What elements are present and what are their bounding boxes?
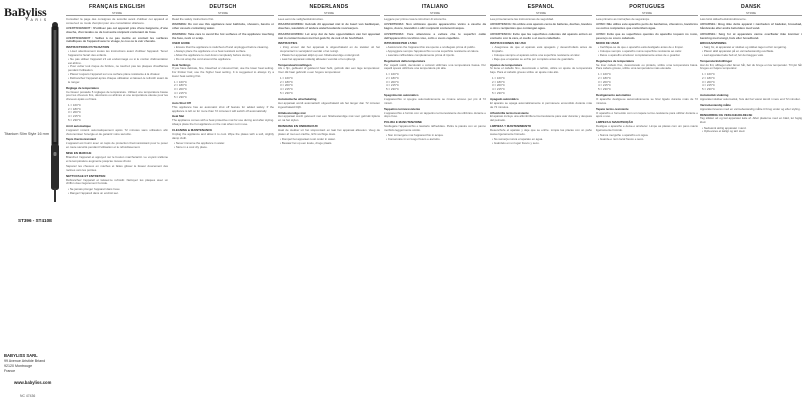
paragraph: Unplug the appliance and allow it to cool. Wipe the plates with a soft, slightly damp cloth. <box>172 131 274 140</box>
temperature-setting: 4 = 215°C <box>280 87 293 92</box>
bullet-item: • Placér altid apparatet på en varmebestandig overflade. <box>700 50 802 54</box>
paragraph: ADVARSEL: Brug ikke dette apparat i nærheden af badekar, brusebad, håndvaske eller andre beholdere med vand. <box>700 22 802 31</box>
section-heading: Tappetino termoresistente <box>384 106 421 111</box>
bullet-item: • No sumerja nunca el aparato en agua. <box>490 138 592 142</box>
bullet-item: • Deje que el aparato se enfríe por completo antes de guardarlo. <box>490 58 592 62</box>
temperature-setting: 3 = 200°C <box>492 83 505 88</box>
column-heading: ITALIANO <box>421 4 449 10</box>
section-heading: INSTRUCTIES <box>278 41 298 46</box>
bullet-item: • Coloque sempre o aparelho numa superfície resistente ao calor. <box>596 50 698 54</box>
logo-wordmark: BaByliss <box>4 5 47 19</box>
column-body <box>700 18 802 134</box>
temperature-setting: 5 = 230°C <box>598 87 611 92</box>
temperature-setting: 5 = 230°C <box>174 94 187 99</box>
paragraph: AVVERTENZA: Non utilizzare questo apparecchio vicino a vasche da bagno, docce, lavandini o altri recipienti contenenti acqua. <box>384 22 486 31</box>
column-heading: NEDERLANDS <box>309 4 349 10</box>
column-dansk <box>700 4 802 404</box>
temperature-setting: 4 = 215°C <box>174 91 187 96</box>
temperature-setting: 3 = 200°C <box>598 79 611 84</box>
section-heading: Regolazioni della temperatura <box>384 58 426 63</box>
column-model: ST396E <box>66 11 168 16</box>
bullet-item: • Rangez l'appareil dans un endroit sec. <box>66 192 168 196</box>
paragraph: Leia primeiro as instruções de segurança. <box>596 17 650 21</box>
column-model: ST396E <box>172 11 274 16</box>
section-heading: Temperatuurinstellingen <box>278 62 312 67</box>
bullet-item: • Deixe o aparelho arrefecer completamente antes de o guardar. <box>596 54 698 58</box>
paragraph: The appliance comes with a heat protective mat for use during and after styling. Always place the hot appliance on the mat when not in use. <box>172 118 274 127</box>
paragraph: AVVERTENZA: Fare attenzione a evitare che le superfici calde dell'apparecchio tocchino viso, collo o cuoio capelluto. <box>384 31 486 40</box>
temperature-setting: 2 = 180°C <box>68 106 81 111</box>
bullet-item: • Non immergere mai l'apparecchio in acqua. <box>384 134 486 138</box>
paragraph: Séparez les cheveux en mèches et faites glisser le lisseur doucement des racines vers les pointes. <box>66 164 168 172</box>
temperature-setting: 2 = 180°C <box>702 75 715 80</box>
bullet-item: • Never immerse the appliance in water. <box>172 142 274 146</box>
paragraph: Har du fint, afbleget eller farvet hår, bør du bruge en lav temperatur. Til tykt hår bruges en højere temperatur. <box>700 62 802 71</box>
paragraph: AVERTISSEMENT : N'utilisez pas cet appareil près d'une baignoire, d'une douche, d'un lavabo ou de tout autre récipient contenant de l'eau. <box>66 26 168 35</box>
bullet-item: • Plaats het apparaat altijd op een hittebestendige ondergrond. <box>278 54 380 58</box>
column-deutsch <box>172 4 274 404</box>
paragraph: WAARSCHUWING: Gebruik dit apparaat niet in de buurt van badkuipen, douches, wastafels of andere waterhoudende voorwerpen. <box>278 22 380 31</box>
address-line: 92120 Montrouge <box>4 363 33 368</box>
paragraph: Lea primeramente las instrucciones de seguridad. <box>490 17 554 21</box>
section-heading: USER GUIDE <box>172 41 190 46</box>
paragraph: O aparelho desliga-se automaticamente se ficar ligado durante mais de 72 minutos. <box>596 96 698 105</box>
temperature-setting: 4 = 215°C <box>702 83 715 88</box>
temperature-setting: 1 = 160°C <box>386 71 399 76</box>
bullet-item: • Ensure that the appliance is switched off and unplugged before cleaning. <box>172 46 274 50</box>
address-line: France <box>4 368 16 373</box>
bullet-item: • Asegúrese de que el aparato esté apagado y desenchufado antes de limpiarlo. <box>490 46 592 54</box>
bullet-item: • Lisez attentivement toutes les instructions avant d'utiliser l'appareil. Tenez l'appareil à l'écart des enfants. <box>66 50 168 58</box>
bullet-item: • Guarde-o num local fresco e seco. <box>596 138 698 142</box>
paragraph: AVERTISSEMENT : Veillez à ne pas mettre en contact les surfaces métalliques de l'appareil avec le visage, le cou ou le cuir chevelu. <box>66 35 168 44</box>
column-body <box>490 18 592 146</box>
temperature-setting: 1 = 160°C <box>280 75 293 80</box>
temperature-setting: 4 = 215°C <box>386 83 399 88</box>
temperature-setting: 1 = 160°C <box>68 102 81 107</box>
paragraph: Lees eerst de veiligheidsinstructies. <box>278 17 324 21</box>
section-heading: LIMPIEZA Y MANTENIMIENTO <box>490 124 532 129</box>
section-heading: Heat Mat <box>172 114 185 119</box>
paragraph: ADVERTENCIA: No utilice este aparato cerca de bañeras, duchas, lavabos u otros recipientes que contengan agua. <box>490 22 592 31</box>
column-espanol <box>490 4 592 404</box>
paragraph: ADVARSEL: Sørg for at apparatets varme overflader ikke kommer i berøring med ansigt, hals eller hovedbund. <box>700 31 802 40</box>
logo-tagline: PARIS <box>26 18 49 22</box>
temperature-setting: 1 = 160°C <box>492 75 505 80</box>
temperature-setting: 4 = 215°C <box>68 114 81 119</box>
section-heading: Varmebestandig måtte <box>700 102 731 107</box>
paragraph: Het apparaat wordt automatisch uitgeschakeld als het langer dan 72 minuten ingeschakeld blijft. <box>278 100 380 109</box>
temperature-setting: 5 = 230°C <box>702 87 715 92</box>
column-body <box>66 18 168 196</box>
temperature-setting: 1 = 160°C <box>702 71 715 76</box>
section-heading: Temperaturindstillinger <box>700 58 733 63</box>
paragraph: Read the safety instructions first. <box>172 17 214 21</box>
bullet-item: • Placez toujours l'appareil sur une surface plane résistante à la chaleur. <box>66 73 168 77</box>
bullet-item: • Ne jamais plonger l'appareil dans l'eau. <box>66 188 168 192</box>
temperature-setting: 3 = 200°C <box>280 83 293 88</box>
paragraph: L'apparecchio è fornito con un tappetino termoresistente da utilizzare durante e dopo l'uso. <box>384 110 486 119</box>
section-heading: Apagado automático <box>490 96 519 101</box>
temperature-setting: 1 = 160°C <box>174 79 187 84</box>
bullet-item: • Pour éviter tout risque de brûlure, ne touchez pas les plaques chauffantes pendant l'utilisation. <box>66 65 168 73</box>
straightener-image <box>48 22 62 202</box>
document-code: NC 47436 <box>20 394 36 398</box>
model-label: Titanium Slim Style 16 mm <box>4 132 50 136</box>
paragraph: L'appareil s'éteint automatiquement après 72 minutes sans utilisation afin d'économiser l'énergie et de garantir votre sécurité. <box>66 127 168 136</box>
column-italiano <box>384 4 486 404</box>
paragraph: WARNING: Do not use this appliance near bathtubs, showers, basins or other vessels containing water. <box>172 22 274 31</box>
paragraph: Tag stikket ud og lad apparatet køle af. Aftør pladerne med en blød, let fugtig klud. <box>700 116 802 125</box>
paragraph: AVISO: Não utilize este aparelho perto de banheiras, chuveiros, lavatórios ou outros recipientes que contenham água. <box>596 22 698 31</box>
column-model: ST396E <box>278 11 380 16</box>
temperature-setting: 3 = 200°C <box>386 79 399 84</box>
paragraph: Als u fijn, gebleekt of gekleurd haar hebt, gebruik dan een lage temperatuur. Voor dik haar gebruikt u een hogere temperatuur. <box>278 66 380 75</box>
section-heading: Hittebestendige mat <box>278 110 306 115</box>
bullet-item: • Sørg for, at apparatet er slukket og stikket taget ud før rengøring. <box>700 46 802 50</box>
column-model: ST396E <box>384 11 486 16</box>
paragraph: WARNING: Take care to avoid the hot surfaces of the appliance touching the face, neck or scalp. <box>172 31 274 40</box>
temperature-setting: 2 = 180°C <box>492 79 505 84</box>
paragraph: If you have delicate, fine, bleached or coloured hair, use the lower heat setting. For thicker hair, use the higher heat setting. It is suggested to always try a lower heat setting first. <box>172 66 274 79</box>
section-heading: Tapis thermorésistant <box>66 137 96 142</box>
temperature-setting: 2 = 180°C <box>598 75 611 80</box>
section-heading: LIMPEZA E MANUTENÇÃO <box>596 120 633 125</box>
paragraph: Si tiene el cabello fino, decolorado o teñido, utilice un ajuste de temperatura bajo. Para el cabello grueso utilice un ajuste más alto. <box>490 66 592 75</box>
section-heading: Desligamento automático <box>596 93 632 98</box>
bullet-item: • Always place the appliance on a heat resistant surface. <box>172 50 274 54</box>
section-heading: Regulações de temperatura <box>596 58 634 63</box>
babyliss-logo <box>4 6 60 22</box>
bullet-item: • Nunca mergulhe o aparelho em água. <box>596 134 698 138</box>
bullet-item: • Appoggiare sempre l'apparecchio su una superficie resistente al calore. <box>384 50 486 54</box>
section-heading: Réglage de température <box>66 85 99 90</box>
paragraph: Haal de stekker uit het stopcontact en laat het apparaat afkoelen. Veeg de platen af met een zachte, licht vochtige doek. <box>278 127 380 136</box>
column-heading: FRANÇAIS ENGLISH <box>88 4 146 10</box>
section-heading: RENGØRING OG VEDLIGEHOLDELSE <box>700 112 753 117</box>
column-nederlands <box>278 4 380 404</box>
temperature-setting: 5 = 230°C <box>386 87 399 92</box>
temperature-setting: 2 = 180°C <box>280 79 293 84</box>
address-line: 99 Avenue Aristide Briand <box>4 358 46 363</box>
section-heading: ISTRUZIONI PER L'USO <box>384 41 417 46</box>
section-heading: Automatische uitschakeling <box>278 96 317 101</box>
paragraph: Consultez la page des consignes de sécurité avant d'utiliser cet appareil et conservez ce mode d'emploi pour une consultation ultérieure. <box>66 17 168 25</box>
section-heading: Tapete termo-resistente <box>596 106 629 111</box>
bullet-item: • Conservare in un luogo fresco e asciutto. <box>384 138 486 142</box>
paragraph: Se tiver cabelo fino, descolorado ou pintado, utilize uma temperatura baixa. Para cabelo grosso, utilize uma temperatura mais elevada. <box>596 62 698 71</box>
paragraph: Læs først sikkerhedsinstruktionerne. <box>700 17 747 21</box>
bullet-item: • Opbevares et køligt og tørt sted. <box>700 130 802 134</box>
paragraph: El aparato se apaga automáticamente si permanece encendido durante más de 72 minutos. <box>490 100 592 109</box>
section-heading: Arrêt automatique <box>66 123 91 128</box>
temperature-setting: 4 = 215°C <box>492 87 505 92</box>
section-heading: INSTRUCCIONES DE USO <box>490 41 526 46</box>
section-heading: Automatisk slukning <box>700 93 729 98</box>
paragraph: AVISO: Evite que as superfícies quentes do aparelho toquem no rosto, pescoço ou couro cabeludo. <box>596 31 698 40</box>
bullet-item: • Store in a cool dry place. <box>172 146 274 150</box>
company-address <box>4 354 62 374</box>
section-heading: PULIZIA E MANUTENZIONE <box>384 120 422 125</box>
paragraph: L'appareil est fourni avec un tapis de protection thermorésistant pour le poser en toute sécurité pendant l'utilisation et le refroidissement. <box>66 141 168 150</box>
paragraph: El aparato incluye una alfombrilla termorresistente para usar durante y después del peinado. <box>490 114 592 123</box>
section-heading: Ajustes de temperatura <box>490 62 523 67</box>
section-heading: Alfombrilla termorresistente <box>490 110 529 115</box>
column-body <box>278 18 380 146</box>
bullet-item: • Zorg ervoor dat het apparaat is uitgeschakeld en de stekker uit het stopcontact is verwijderd voordat u het reinigt. <box>278 46 380 54</box>
bullet-item: • Certifique-se de que o aparelho está desligado antes de o limpar. <box>596 46 698 50</box>
bullet-item: • Bewaar het op een koele, droge plaats. <box>278 142 380 146</box>
bullet-item: • Assicurarsi che l'apparecchio sia spento e scollegato prima di pulirlo. <box>384 46 486 50</box>
paragraph: Desligue o aparelho e deixe-o arrefecer. Limpe as placas com um pano macio ligeiramente húmido. <box>596 124 698 132</box>
column-body <box>596 18 698 142</box>
column-heading: PORTUGUÊS <box>629 4 665 10</box>
temperature-setting: 2 = 180°C <box>174 83 187 88</box>
section-heading: Spegnimento automatico <box>384 93 419 98</box>
bullet-item: • Allow the appliance to cool down completely before storing. <box>172 54 274 58</box>
paragraph: Branchez l'appareil et appuyez sur le bouton marche/arrêt. Le voyant s'allume et la température augmente jusqu'au niveau choisi. <box>66 154 168 163</box>
paragraph: Leggere per prima cosa le istruzioni di sicurezza. <box>384 17 447 21</box>
column-heading: DANSK <box>741 4 761 10</box>
temperature-setting: 3 = 200°C <box>68 110 81 115</box>
section-heading: NETTOYAGE ET ENTRETIEN <box>66 173 106 178</box>
section-heading: REINIGING EN ONDERHOUD <box>278 124 318 129</box>
website-link[interactable]: www.babyliss.com <box>14 380 52 385</box>
temperature-setting: 3 = 200°C <box>702 79 715 84</box>
brand-strip <box>0 0 64 407</box>
bullet-item: • Coloque siempre el aparato sobre una superficie resistente al calor. <box>490 54 592 58</box>
bullet-item: • Débranchez l'appareil après chaque utilisation et laissez-le refroidir avant de le ranger. <box>66 77 168 85</box>
paragraph: Het apparaat wordt geleverd met een hittebestendige mat voor gebruik tijdens en na het stylen. <box>278 114 380 123</box>
paragraph: O aparelho é fornecido com um tapete termo-resistente para utilizar durante e após o uso. <box>596 110 698 119</box>
temperature-setting: 5 = 230°C <box>492 91 505 96</box>
section-heading: CLEANING & MAINTENANCE <box>172 127 213 132</box>
paragraph: Apparatet slukker automatisk, hvis det har været tændt i mere end 72 minutter. <box>700 96 801 101</box>
section-heading: INSTRUCTIONS D'UTILISATION <box>66 45 110 50</box>
bullet-item: • Guárdelo en un lugar fresco y seco. <box>490 142 592 146</box>
column-portugues <box>596 4 698 404</box>
section-heading: BRUGSANVISNING <box>700 41 727 46</box>
reference-code: ST396 - ST410E <box>18 218 53 223</box>
column-francais-english <box>66 4 168 404</box>
bullet-item: • Lasciare raffreddare completamente prima di riporlo. <box>384 54 486 58</box>
bullet-item: • Dompel het apparaat nooit onder in water. <box>278 138 380 142</box>
paragraph: L'apparecchio si spegne automaticamente se rimane acceso per più di 72 minuti. <box>384 96 486 105</box>
section-heading: Auto Shut Off <box>172 100 191 105</box>
paragraph: WAARSCHUWING: Let erop dat de hete oppervlakken van het apparaat niet in contact komen met het gezicht, de nek of de hoofdhuid. <box>278 31 380 40</box>
company-name: BABYLISS SARL <box>4 353 38 358</box>
temperature-setting: 5 = 230°C <box>68 118 81 123</box>
temperature-setting: 1 = 160°C <box>598 71 611 76</box>
paragraph: This appliance has an automatic shut off feature for added safety. If the appliance is left on for more than 72 minutes it will switch off automatically. <box>172 104 274 113</box>
column-heading: DEUTSCH <box>209 4 237 10</box>
bullet-item: • Laat het apparaat volledig afkoelen voordat u het opbergt. <box>278 58 380 62</box>
bullet-item: • Do not wrap the cord around the appliance. <box>172 58 274 62</box>
paragraph: Ce lisseur possède 5 réglages de température. Utilisez une température basse pour les cheveux fins, décolorés ou abîmés et une température élevée pour les cheveux épais ou frisés. <box>66 89 168 102</box>
temperature-setting: 3 = 200°C <box>174 87 187 92</box>
temperature-setting: 2 = 180°C <box>386 75 399 80</box>
section-heading: MISE EN MARCHE <box>66 150 92 155</box>
section-heading: Heat Settings <box>172 62 191 67</box>
paragraph: Scollegare l'apparecchio e lasciarlo raffreddare. Pulire le piastre con un panno morbido leggermente umido. <box>384 124 486 132</box>
section-heading: MODO DE USAR <box>596 41 619 46</box>
column-model: ST396E <box>490 11 592 16</box>
column-heading: ESPAÑOL <box>527 4 555 10</box>
temperature-setting: 5 = 230°C <box>280 91 293 96</box>
bullet-item: • Nedsænk aldrig apparatet i vand. <box>700 127 802 131</box>
paragraph: Apparatet leveres med en varmebestandig måtte til brug under og efter styling. <box>700 106 801 111</box>
paragraph: Débranchez l'appareil et laissez-le refroidir. Nettoyez les plaques avec un chiffon doux légèrement humide. <box>66 177 168 186</box>
column-model: ST396E <box>596 11 698 16</box>
column-body <box>172 18 274 150</box>
bullet-item: • Lad apparatet køle helt af, før det lægges væk. <box>700 54 802 58</box>
temperature-setting: 4 = 215°C <box>598 83 611 88</box>
bullet-item: • Ne pas utiliser l'appareil s'il est endommagé ou si le cordon d'alimentation est abîmé. <box>66 58 168 66</box>
column-model: ST396E <box>700 11 802 16</box>
paragraph: ADVERTENCIA: Evite que las superficies calientes del aparato entren en contacto con la cara, el cuello o el cuero cabelludo. <box>490 31 592 40</box>
column-body <box>384 18 486 142</box>
paragraph: Per capelli sottili, decolorati o colorati utilizzare una temperatura bassa. Per capelli spessi utilizzare una temperatura più alta. <box>384 62 486 71</box>
paragraph: Desenchufe el aparato y deje que se enfríe. Limpie las placas con un paño suave ligeramente húmedo. <box>490 127 592 136</box>
